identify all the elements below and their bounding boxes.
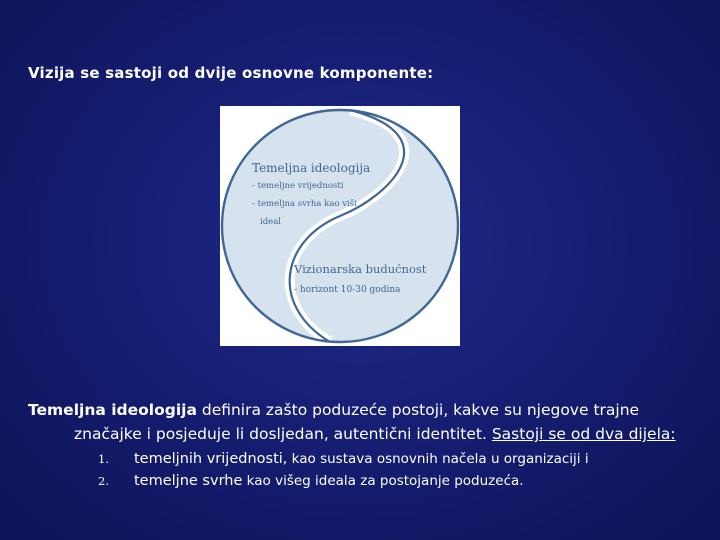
yin-yang-diagram <box>220 106 460 346</box>
paragraph-underlined: Sastoji se od dva dijela: <box>491 425 676 443</box>
top-line-1: - temeljne vrijednosti <box>252 181 344 191</box>
bottom-line-1: - horizont 10-30 godina <box>294 285 401 295</box>
top-line-2: - temeljna svrha kao viši <box>252 199 357 209</box>
slide-heading: Vizija se sastoji od dvije osnovne komponente: <box>28 64 434 82</box>
paragraph-continuation <box>28 422 708 446</box>
paragraph-term: Temeljna ideologija <box>28 401 197 419</box>
paragraph-text-1: definira zašto poduzeće postoji, kakve su njegove trajne <box>196 401 640 419</box>
list-number: 2. <box>98 474 109 488</box>
list-number: 1. <box>98 452 109 466</box>
list-term: temeljne svrhe <box>134 473 243 489</box>
list-item <box>98 448 589 470</box>
paragraph-text-2: značajke i posjeduje li dosljedan, autentični identitet. <box>74 425 492 443</box>
top-line-3: ideal <box>260 217 281 227</box>
top-title: Temeljna ideologija <box>252 161 371 175</box>
main-paragraph <box>28 398 708 446</box>
list-term: temeljnih vrijednosti, <box>134 451 288 467</box>
list-rest: kao sustava osnovnih načela u organizaciji i <box>287 451 589 467</box>
list-rest: kao višeg ideala za postojanje poduzeća. <box>242 473 524 489</box>
list-item <box>98 470 589 492</box>
components-list <box>98 448 589 492</box>
bottom-title: Vizionarska budućnost <box>294 262 427 276</box>
